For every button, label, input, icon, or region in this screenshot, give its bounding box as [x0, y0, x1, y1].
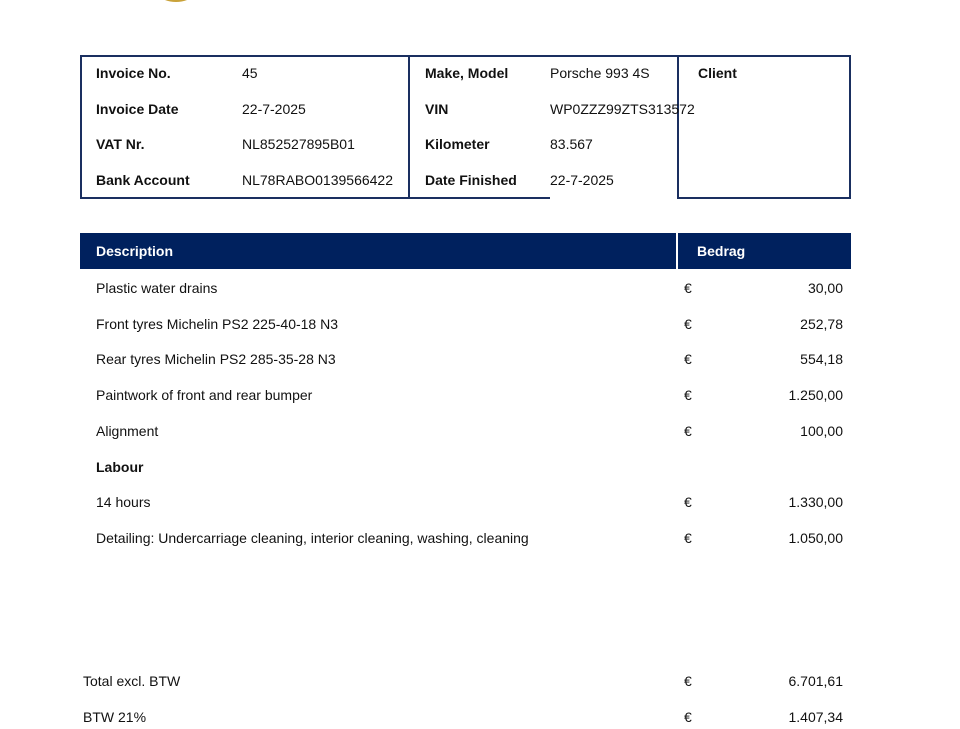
table-row	[80, 494, 851, 514]
row-description: 14 hours	[96, 494, 151, 510]
vin-label: VIN	[425, 101, 449, 117]
invoice-info-box	[80, 55, 851, 199]
company-logo	[146, 0, 206, 2]
header-amount: Bedrag	[697, 243, 746, 259]
row-description: Front tyres Michelin PS2 225-40-18 N3	[96, 316, 338, 332]
total-excl-row	[80, 673, 851, 693]
row-amount: 1.050,00	[788, 530, 843, 546]
invoice-no-value: 45	[242, 65, 258, 81]
bank-account-label: Bank Account	[96, 172, 190, 188]
row-description: Paintwork of front and rear bumper	[96, 387, 313, 403]
row-description: Rear tyres Michelin PS2 285-35-28 N3	[96, 351, 336, 367]
row-currency: €	[684, 351, 692, 367]
date-finished-value: 22-7-2025	[550, 172, 614, 188]
vat-label: VAT Nr.	[96, 136, 145, 152]
total-excl-label: Total excl. BTW	[83, 673, 181, 689]
btw-row	[80, 709, 851, 729]
row-currency: €	[684, 280, 692, 296]
row-amount: 100,00	[800, 423, 843, 439]
make-model-value: Porsche 993 4S	[550, 65, 650, 81]
bank-account-value: NL78RABO0139566422	[242, 172, 394, 188]
row-description: Detailing: Undercarriage cleaning, interior cleaning, washing, cleaning	[96, 530, 529, 546]
client-label: Client	[698, 65, 737, 81]
row-currency: €	[684, 494, 692, 510]
row-currency: €	[684, 423, 692, 439]
vin-value: WP0ZZZ99ZTS313572	[550, 101, 695, 117]
table-row	[80, 387, 851, 407]
table-row	[80, 530, 851, 550]
row-amount: 1.250,00	[788, 387, 843, 403]
table-row	[80, 316, 851, 336]
table-header	[80, 233, 851, 269]
total-excl-currency: €	[684, 673, 692, 689]
table-row	[80, 351, 851, 371]
section-heading-labour: Labour	[96, 459, 144, 475]
date-finished-label: Date Finished	[425, 172, 517, 188]
row-currency: €	[684, 530, 692, 546]
vat-value: NL852527895B01	[242, 136, 355, 152]
row-currency: €	[684, 387, 692, 403]
row-currency: €	[684, 316, 692, 332]
table-section-row	[80, 459, 851, 479]
header-description: Description	[96, 243, 174, 259]
row-description: Alignment	[96, 423, 159, 439]
row-amount: 1.330,00	[788, 494, 843, 510]
table-row	[80, 280, 851, 300]
kilometer-label: Kilometer	[425, 136, 490, 152]
invoice-date-label: Invoice Date	[96, 101, 179, 117]
kilometer-value: 83.567	[550, 136, 593, 152]
row-amount: 554,18	[800, 351, 843, 367]
make-model-label: Make, Model	[425, 65, 509, 81]
btw-label: BTW 21%	[83, 709, 147, 725]
invoice-no-label: Invoice No.	[96, 65, 171, 81]
invoice-date-value: 22-7-2025	[242, 101, 306, 117]
row-description: Plastic water drains	[96, 280, 218, 296]
total-excl-amount: 6.701,61	[788, 673, 843, 689]
btw-amount: 1.407,34	[788, 709, 843, 725]
btw-currency: €	[684, 709, 692, 725]
row-amount: 252,78	[800, 316, 843, 332]
row-amount: 30,00	[807, 280, 843, 296]
table-row	[80, 423, 851, 443]
